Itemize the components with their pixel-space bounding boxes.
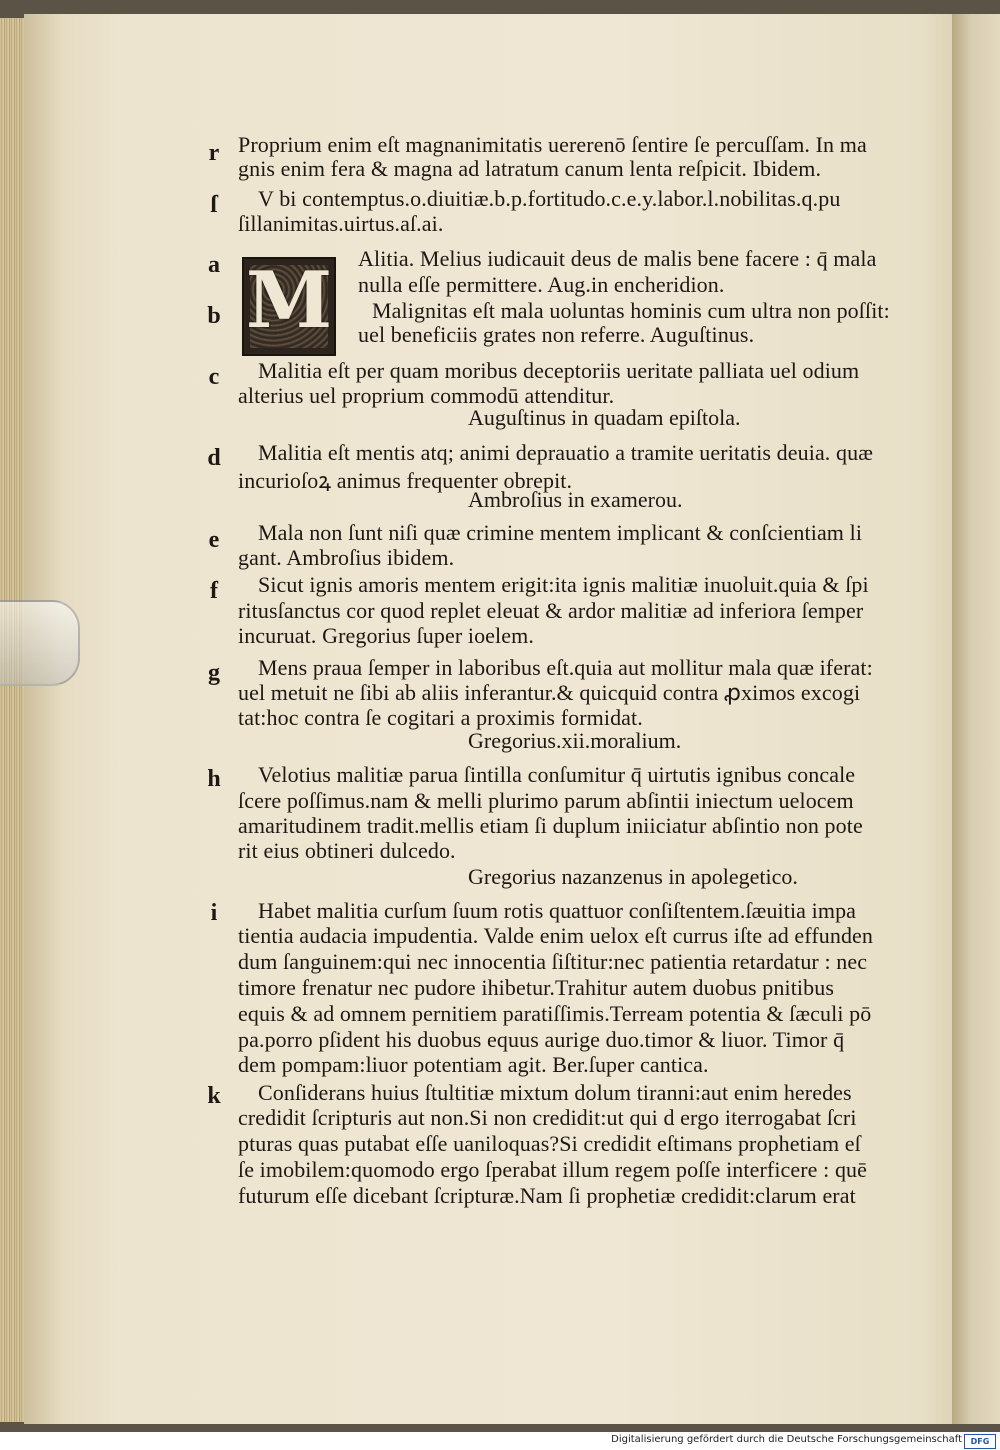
- decorated-initial: [242, 257, 336, 356]
- text-line: alterius uel proprium commodū attenditur.: [238, 383, 615, 408]
- text-line: tientia audacia impudentia. Valde enim uelox eſt currus iſte ad effunden: [238, 923, 874, 948]
- margin-marker-e: e: [208, 527, 220, 553]
- text-line: Conſiderans huius ſtultitiæ mixtum dolum tiranni:aut enim heredes: [258, 1080, 852, 1105]
- page-stack-edge: [0, 18, 26, 1422]
- dfg-logo-label: DFG: [970, 1437, 990, 1446]
- margin-marker-f: f: [210, 578, 218, 604]
- margin-marker-d: d: [207, 445, 221, 471]
- margin-marker-g: g: [208, 660, 220, 686]
- citation: Gregorius nazanzenus in apolegetico.: [468, 864, 798, 889]
- initial-letter: M: [245, 255, 333, 346]
- text-line: futurum eſſe dicebant ſcripturæ.Nam ſi prophetiæ credidit:clarum erat: [238, 1183, 856, 1208]
- margin-marker-r: r: [208, 140, 220, 166]
- margin-marker-b: b: [207, 303, 221, 329]
- text-line: uel beneficiis grates non referre. Auguſtinus.: [358, 322, 755, 347]
- text-line: ſillanimitas.uirtus.aſ.ai.: [238, 211, 444, 236]
- footer-credit: Digitalisierung gefördert durch die Deutsche Forschungsgemeinschaft: [611, 1434, 962, 1445]
- text-line: tat:hoc contra ſe cogitari a proximis formidat.: [238, 705, 643, 730]
- margin-marker-a: a: [208, 252, 220, 278]
- text-line: gnis enim fera & magna ad latratum canum lenta reſpicit. Ibidem.: [238, 156, 822, 181]
- text-line: Habet malitia curſum ſuum rotis quattuor conſiſtentem.ſæuitia impa: [258, 898, 857, 923]
- text-line: Mens praua ſemper in laboribus eſt.quia aut mollitur mala quæ iferat:: [258, 655, 873, 680]
- citation: Auguſtinus in quadam epiſtola.: [468, 405, 741, 430]
- text-line: Velotius malitiæ parua ſintilla conſumitur q̄ uirtutis ignibus concale: [258, 762, 856, 787]
- text-line: amaritudinem tradit.mellis etiam ſi duplum iniiciatur abſintio non pote: [238, 813, 863, 838]
- margin-marker-k: k: [207, 1083, 221, 1109]
- text-line: Malitia eſt mentis atq; animi deprauatio a tramite ueritatis deuia. quæ: [258, 440, 873, 465]
- text-line: ſe imobilem:quomodo ergo ſperabat illum regem poſſe interficere : quē: [238, 1157, 868, 1182]
- citation: Ambroſius in examerou.: [468, 487, 683, 512]
- text-line: Mala non ſunt niſi quæ crimine mentem implicant & conſcientiam li: [258, 520, 863, 545]
- margin-marker-c: c: [208, 364, 220, 390]
- text-line: gant. Ambroſius ibidem.: [238, 545, 455, 570]
- text-line: uel metuit ne ſibi ab aliis inferantur.& quicquid contra ꝓximos excogi: [238, 680, 861, 705]
- margin-marker-long-s: ſ: [210, 192, 218, 218]
- text-line: ſcere poſſimus.nam & melli plurimo parum abſintii iniectum uelocem: [238, 788, 854, 813]
- text-line: V bi contemptus.o.diuitiæ.b.p.fortitudo.c.e.y.labor.l.nobilitas.q.pu: [258, 186, 841, 211]
- margin-marker-h: h: [207, 766, 221, 792]
- text-line: incurioſoꝝ animus frequenter obrepit.: [238, 468, 573, 493]
- text-line: timore frenatur nec pudore ihibetur.Trahitur autem duobus pnitibus: [238, 975, 835, 1000]
- text-line: nulla eſſe permittere. Aug.in encheridion.: [358, 272, 725, 297]
- citation: Gregorius.xii.moralium.: [468, 728, 682, 753]
- text-line: ritusſanctus cor quod replet eleuat & ardor malitiæ ad inferiora ſemper: [238, 598, 864, 623]
- text-line: incuruat. Gregorius ſuper ioelem.: [238, 623, 534, 648]
- text-line: Alitia. Melius iudicauit deus de malis bene facere : q̄ mala: [358, 246, 877, 271]
- margin-marker-i: i: [210, 900, 218, 926]
- digitization-footer: [0, 1432, 1000, 1450]
- text-line: rit eius obtineri dulcedo.: [238, 838, 456, 863]
- text-line: dum ſanguinem:qui nec innocentia ſiſtitur:nec patientia retardatur : nec: [238, 949, 868, 974]
- text-line: dem pompam:liuor potentiam agit. Ber.ſuper cantica.: [238, 1052, 709, 1077]
- text-line: pa.porro pſident his duobus equus aurige duo.timor & liuor. Timor q̄: [238, 1027, 845, 1052]
- text-line: credidit ſcripturis aut non.Si non credidit:ut qui d ergo iterrogabat ſcri: [238, 1105, 857, 1130]
- text-line: Sicut ignis amoris mentem erigit:ita ignis malitiæ inuoluit.quia & ſpi: [258, 572, 869, 597]
- dfg-logo-icon: [964, 1434, 996, 1449]
- text-line: pturas quas putabat eſſe uaniloquas?Si credidit eſtimans prophetiam eſ: [238, 1131, 861, 1156]
- page-clip: [0, 600, 80, 686]
- text-line: Proprium enim eſt magnanimitatis uererenō ſentire ſe percuſſam. In ma: [238, 132, 867, 157]
- text-line: equis & ad omnem pernitiem paratiſſimis.Terream potentia & ſæculi pō: [238, 1001, 872, 1026]
- text-line: Malignitas eſt mala uoluntas hominis cum ultra non poſſit:: [372, 298, 890, 323]
- text-line: Malitia eſt per quam moribus deceptoriis ueritate palliata uel odium: [258, 358, 860, 383]
